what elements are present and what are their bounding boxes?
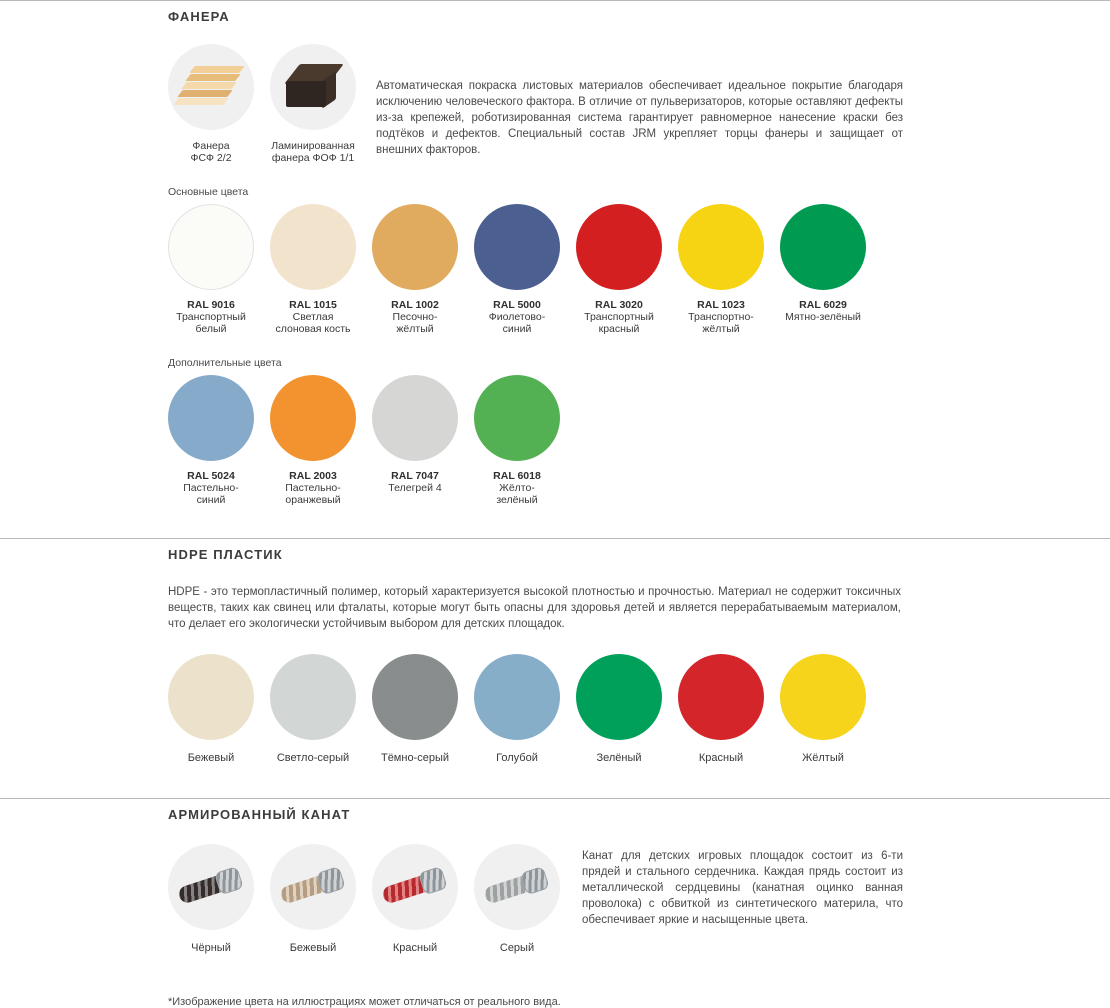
color-name-line1: Жёлто- (499, 482, 535, 494)
color-dot (372, 375, 458, 461)
rope-thumb (168, 844, 254, 930)
rope-row (168, 844, 903, 954)
color-dot (780, 654, 866, 740)
color-swatch[interactable] (270, 204, 356, 335)
color-swatch[interactable] (168, 204, 254, 335)
color-swatch[interactable] (372, 204, 458, 335)
hdpe-description: HDPE - это термопластичный полимер, который характеризуется высокой плотностью и прочностью. Материал не содержит токсичных веществ, таких как свинец или фталаты, которые могут быть опасны для здоровья детей и является перерабатываемым материалом, что делает его экологически устойчивым выбором для детских площадок. (168, 586, 901, 630)
color-name: Голубой (496, 752, 538, 764)
rope-icon (379, 863, 451, 912)
color-code: RAL 1015 (289, 299, 337, 311)
color-dot (474, 375, 560, 461)
color-dot (576, 204, 662, 290)
color-swatch[interactable] (780, 204, 866, 335)
plywood-item-list (168, 44, 356, 164)
color-name: Жёлтый (802, 752, 844, 764)
color-dot (780, 204, 866, 290)
extra-colors-grid (168, 375, 903, 506)
plywood-caption-line2: ФСФ 2/2 (190, 152, 232, 164)
rope-icon (277, 863, 349, 912)
rope-item[interactable] (372, 844, 458, 954)
hdpe-color-swatch[interactable] (678, 654, 764, 764)
color-code: RAL 6018 (493, 470, 541, 482)
plywood-item[interactable] (270, 44, 356, 164)
color-dot (168, 375, 254, 461)
color-dot (270, 654, 356, 740)
color-dot (474, 654, 560, 740)
section-title-hdpe: HDPE ПЛАСТИК (168, 547, 283, 562)
hdpe-color-swatch[interactable] (168, 654, 254, 764)
plywood-caption-line1: Фанера (192, 140, 230, 152)
rope-item[interactable] (474, 844, 560, 954)
color-name: Зелёный (596, 752, 642, 764)
plywood-item-caption (270, 140, 356, 164)
color-dot (168, 204, 254, 290)
rope-name: Чёрный (191, 942, 231, 954)
section-title-plywood: ФАНЕРА (168, 9, 230, 24)
plywood-description: Автоматическая покраска листовых материалов обеспечивает идеальное покрытие благодаря исключению человеческого фактора. В отличие от пульверизаторов, которые оставляют дефекты из-за крепежей, роботизированная система гарантирует равномерное нанесение краски без подтёков и дефектов. Специальный состав JRM укрепляет торцы фанеры и защищает от внешних факторов. (376, 80, 903, 156)
plywood-intro-row (168, 44, 903, 164)
laminated-plywood-block-icon (286, 64, 340, 112)
color-name-line1: Светлая (292, 311, 334, 323)
color-name-line2: жёлтый (396, 323, 434, 335)
rope-name: Бежевый (289, 942, 337, 954)
rope-name: Серый (499, 942, 535, 954)
color-name-line1: Телегрей 4 (388, 482, 442, 494)
color-name-line1: Транспортно- (688, 311, 754, 323)
color-name-line1: Транспортный (176, 311, 246, 323)
color-dot (270, 204, 356, 290)
color-code: RAL 5024 (187, 470, 235, 482)
plywood-thumb (168, 44, 254, 130)
footnote: *Изображение цвета на иллюстрациях может отличаться от реального вида. (168, 996, 561, 1008)
hdpe-color-swatch[interactable] (270, 654, 356, 764)
color-name: Бежевый (187, 752, 235, 764)
color-name-line2: белый (195, 323, 227, 335)
color-name-line2: синий (502, 323, 532, 335)
color-swatch[interactable] (168, 375, 254, 506)
plywood-caption-line2: фанера ФОФ 1/1 (271, 152, 355, 164)
color-name: Красный (698, 752, 744, 764)
plywood-thumb (270, 44, 356, 130)
color-swatch[interactable] (576, 204, 662, 335)
rope-item-list (168, 844, 560, 954)
color-code: RAL 6029 (799, 299, 847, 311)
section-divider (0, 0, 1110, 1)
rope-icon (481, 863, 553, 912)
color-swatch[interactable] (678, 204, 764, 335)
section-header-hdpe (168, 538, 903, 568)
color-name-line1: Пастельно- (183, 482, 239, 494)
color-name-line2: красный (598, 323, 640, 335)
color-swatch[interactable] (372, 375, 458, 506)
section-divider (0, 798, 1110, 799)
section-header-plywood (168, 0, 903, 30)
section-title-rope: АРМИРОВАННЫЙ КАНАТ (168, 807, 351, 822)
color-swatch[interactable] (474, 204, 560, 335)
color-code: RAL 5000 (493, 299, 541, 311)
rope-name: Красный (392, 942, 438, 954)
section-header-rope (168, 798, 903, 828)
color-swatch[interactable] (270, 375, 356, 506)
rope-icon (175, 863, 247, 912)
color-name-line2: жёлтый (702, 323, 740, 335)
rope-item[interactable] (270, 844, 356, 954)
color-code: RAL 1002 (391, 299, 439, 311)
color-name-line2: слоновая кость (275, 323, 351, 335)
hdpe-color-swatch[interactable] (372, 654, 458, 764)
plywood-item[interactable] (168, 44, 254, 164)
color-dot (168, 654, 254, 740)
hdpe-color-swatch[interactable] (576, 654, 662, 764)
content-column (168, 0, 903, 1008)
color-name-line1: Мятно-зелёный (785, 311, 861, 323)
color-name-line1: Транспортный (584, 311, 654, 323)
color-name-line1: Пастельно- (285, 482, 341, 494)
color-code: RAL 3020 (595, 299, 643, 311)
section-divider (0, 538, 1110, 539)
color-dot (270, 375, 356, 461)
color-dot (372, 654, 458, 740)
rope-item[interactable] (168, 844, 254, 954)
plywood-item-caption (168, 140, 254, 164)
color-name-line2: синий (196, 494, 226, 506)
color-name-line1: Фиолетово- (488, 311, 546, 323)
color-code: RAL 9016 (187, 299, 235, 311)
hdpe-colors-grid (168, 654, 903, 764)
main-colors-label: Основные цвета (168, 186, 249, 198)
plywood-caption-line1: Ламинированная (271, 140, 355, 152)
hdpe-color-swatch[interactable] (474, 654, 560, 764)
color-name-line2: оранжевый (285, 494, 341, 506)
rope-thumb (474, 844, 560, 930)
color-dot (576, 654, 662, 740)
color-dot (372, 204, 458, 290)
rope-description: Канат для детских игровых площадок состоит из 6-ти прядей и стального сердечника. Каждая прядь состоит из металлической сердцевины (канатная оцинко ванная проволока) с обвиткой из синтетического материла, что обеспечивает яркие и насыщенные цвета. (582, 850, 903, 926)
color-name-line1: Песочно- (392, 311, 438, 323)
rope-thumb (372, 844, 458, 930)
plywood-stack-icon (176, 66, 246, 112)
color-name: Светло-серый (276, 752, 350, 764)
main-colors-grid (168, 204, 903, 335)
rope-thumb (270, 844, 356, 930)
color-name-line2: зелёный (496, 494, 538, 506)
color-code: RAL 7047 (391, 470, 439, 482)
color-dot (474, 204, 560, 290)
color-code: RAL 2003 (289, 470, 337, 482)
color-swatch[interactable] (474, 375, 560, 506)
color-dot (678, 204, 764, 290)
extra-colors-label: Дополнительные цвета (168, 357, 282, 369)
hdpe-color-swatch[interactable] (780, 654, 866, 764)
color-dot (678, 654, 764, 740)
color-code: RAL 1023 (697, 299, 745, 311)
color-name: Тёмно-серый (380, 752, 450, 764)
